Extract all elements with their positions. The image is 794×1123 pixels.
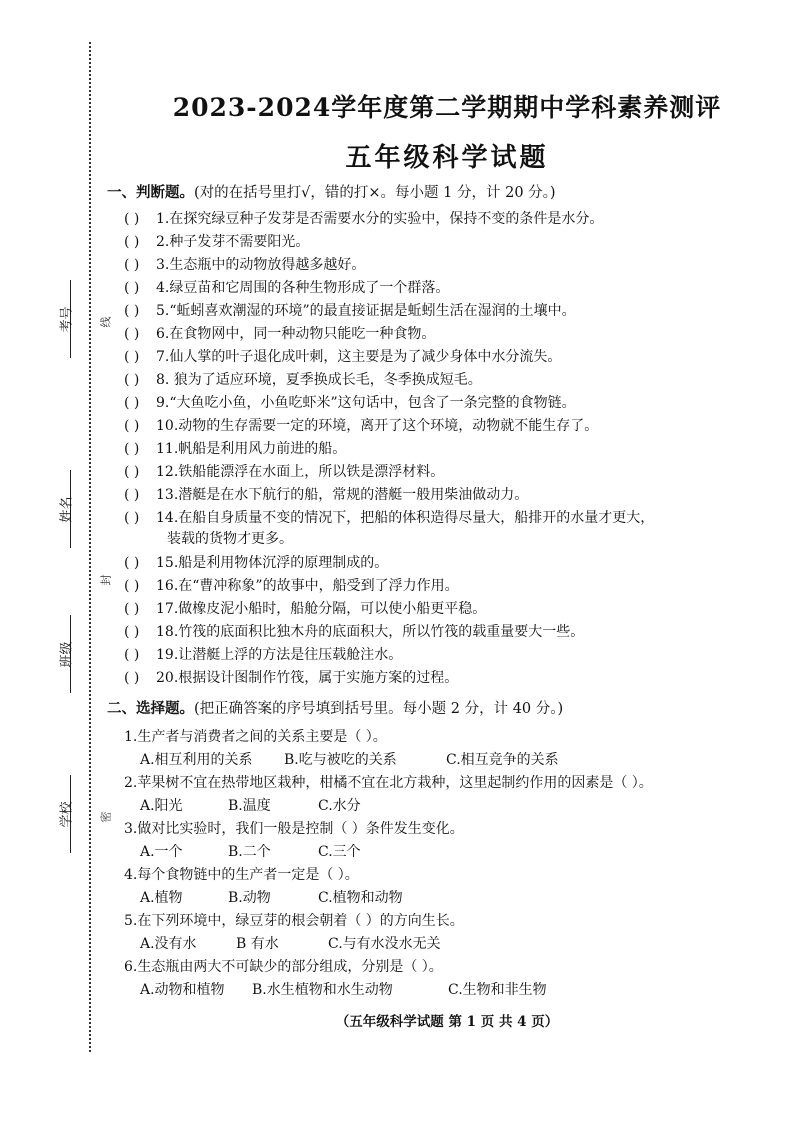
- mc-option: A.阳光: [140, 798, 183, 814]
- exam-subtitle: 五年级科学试题: [345, 143, 549, 173]
- exam-title: 2023-2024学年度第二学期期中学科素养测评: [172, 93, 722, 122]
- answer-paren: ( ): [124, 441, 140, 457]
- tf-item: [124, 417, 784, 435]
- answer-paren: ( ): [124, 510, 140, 526]
- answer-paren: ( ): [124, 372, 140, 388]
- mc-option: A.动物和植物: [140, 982, 225, 998]
- mc-option: A.没有水: [140, 936, 197, 952]
- tf-item: [124, 279, 784, 297]
- page-footer: （五年级科学试题 第 1 页 共 4 页）: [335, 1014, 559, 1030]
- answer-paren: ( ): [124, 349, 140, 365]
- cut-feng-holder: [40, 548, 113, 612]
- tf-item: [124, 577, 784, 595]
- answer-paren: ( ): [124, 464, 140, 480]
- tf-item: [124, 669, 784, 687]
- tf-item-text: 6.在食物网中，同一种动物只能吃一种食物。: [156, 326, 436, 342]
- section1-instruction: (对的在括号里打√，错的打×。每小题 1 分，计 20 分。): [194, 185, 556, 201]
- answer-paren: ( ): [124, 555, 140, 571]
- tf-item: [124, 486, 784, 504]
- mc-question-stem: 3.做对比实验时，我们一般是控制（ ）条件发生变化。: [124, 821, 464, 837]
- tf-item-text: 16.在“曹冲称象”的故事中，船受到了浮力作用。: [156, 578, 459, 594]
- section2-heading: [107, 697, 563, 718]
- section2-name: 二、选择题。: [107, 700, 194, 717]
- cut-mark-xian: 线: [99, 316, 113, 328]
- class-field: [40, 625, 110, 689]
- mc-option: B.二个: [228, 844, 271, 860]
- tf-item: [124, 646, 784, 664]
- binding-dotted-line: [89, 42, 91, 1052]
- mc-option: B.动物: [228, 890, 271, 906]
- exam-number-label: 考号: [59, 306, 75, 333]
- section1-heading: [107, 181, 556, 202]
- mc-option: B.吃与被吃的关系: [284, 752, 397, 768]
- tf-item: [124, 348, 784, 366]
- mc-option: C.生物和非生物: [448, 982, 547, 998]
- tf-item-text: 15.船是利用物体沉浮的原理制成的。: [156, 555, 389, 571]
- answer-paren: ( ): [124, 257, 140, 273]
- tf-item: [124, 210, 784, 228]
- tf-item-text: 7.仙人掌的叶子退化成叶刺，这主要是为了减少身体中水分流失。: [156, 349, 562, 365]
- answer-paren: ( ): [124, 578, 140, 594]
- tf-item: [124, 463, 784, 481]
- tf-item-text: 5.“蚯蚓喜欢潮湿的环境”的最直接证据是蚯蚓生活在湿润的土壤中。: [156, 303, 576, 319]
- mc-option: A.植物: [140, 890, 183, 906]
- tf-item: [124, 509, 784, 527]
- tf-item: [124, 233, 784, 251]
- mc-option: C.相互竞争的关系: [446, 752, 559, 768]
- section1-name: 一、判断题。: [107, 184, 194, 201]
- answer-paren: ( ): [124, 326, 140, 342]
- student-name-field: [40, 480, 110, 544]
- tf-item: [124, 600, 784, 618]
- mc-option: C.三个: [318, 844, 361, 860]
- tf-item-text: 12.铁船能漂浮在水面上，所以铁是漂浮材料。: [156, 464, 445, 480]
- tf-item-text: 17.做橡皮泥小船时，船舱分隔，可以使小船更平稳。: [156, 601, 487, 617]
- class-label: 班级: [59, 641, 75, 668]
- section2-instruction: (把正确答案的序号填到括号里。每小题 2 分，计 40 分。): [194, 701, 564, 717]
- tf-item: [124, 302, 784, 320]
- answer-paren: ( ): [124, 624, 140, 640]
- tf-item-text: 4.绿豆苗和它周围的各种生物形成了一个群落。: [156, 280, 450, 296]
- mc-options: [140, 979, 547, 999]
- mc-options: [140, 887, 403, 907]
- tf-item-text: 20.根据设计图制作竹筏，属于实施方案的过程。: [156, 670, 459, 686]
- tf-item: [124, 394, 784, 412]
- mc-option: B.水生植物和水生动物: [252, 982, 393, 998]
- tf-item-text: 18.竹筏的底面积比独木舟的底面积大，所以竹筏的载重量要大一些。: [156, 624, 585, 640]
- mc-question-stem: 5.在下列环境中，绿豆芽的根会朝着（ ）的方向生长。: [124, 913, 464, 929]
- mc-options: [140, 841, 361, 861]
- answer-paren: ( ): [124, 601, 140, 617]
- mc-option: A.一个: [140, 844, 183, 860]
- answer-paren: ( ): [124, 418, 140, 434]
- cut-mark-feng: 封: [99, 574, 113, 586]
- answer-paren: ( ): [124, 670, 140, 686]
- mc-options: [140, 795, 361, 815]
- tf-item-text: 8. 狼为了适应环境，夏季换成长毛，冬季换成短毛。: [156, 372, 482, 388]
- mc-question-stem: 6.生态瓶由两大不可缺少的部分组成，分别是（ ）。: [124, 959, 443, 975]
- tf-item: [124, 440, 784, 458]
- tf-item-continued: [124, 530, 784, 548]
- tf-item: [124, 623, 784, 641]
- student-name-label: 姓名: [59, 496, 75, 523]
- answer-paren: ( ): [124, 647, 140, 663]
- tf-item-text: 11.帆船是利用风力前进的船。: [156, 441, 347, 457]
- mc-question-stem: 2.苹果树不宜在热带地区栽种，柑橘不宜在北方栽种，这里起制约作用的因素是（ ）。: [124, 775, 653, 791]
- tf-item: [124, 256, 784, 274]
- tf-item: [124, 325, 784, 343]
- tf-item-text: 2.种子发芽不需要阳光。: [156, 234, 310, 250]
- answer-paren: ( ): [124, 303, 140, 319]
- mc-option: C.水分: [318, 798, 361, 814]
- tf-item-text: 10.动物的生存需要一定的环境，离开了这个环境，动物就不能生存了。: [156, 418, 599, 434]
- tf-item-text: 14.在船自身质量不变的情况下，把船的体积造得尽量大，船排开的水量才更大，: [156, 510, 655, 526]
- answer-paren: ( ): [124, 395, 140, 411]
- tf-item-text: 装载的货物才更多。: [167, 531, 293, 547]
- mc-option: A.相互利用的关系: [140, 752, 253, 768]
- mc-question-stem: 1.生产者与消费者之间的关系主要是（ ）。: [124, 729, 387, 745]
- tf-item-text: 13.潜艇是在水下航行的船，常规的潜艇一般用柴油做动力。: [156, 487, 529, 503]
- school-label: 学校: [59, 801, 75, 828]
- tf-item-text: 3.生态瓶中的动物放得越多越好。: [156, 257, 366, 273]
- exam-number-field: [40, 290, 113, 354]
- tf-item-text: 9.“大鱼吃小鱼，小鱼吃虾米”这句话中，包含了一条完整的食物链。: [156, 395, 576, 411]
- answer-paren: ( ): [124, 487, 140, 503]
- answer-paren: ( ): [124, 280, 140, 296]
- mc-options: [140, 749, 559, 769]
- mc-option: B.温度: [228, 798, 271, 814]
- tf-item: [124, 554, 784, 572]
- mc-options: [140, 933, 441, 953]
- mc-question-stem: 4.每个食物链中的生产者一定是（ ）。: [124, 867, 359, 883]
- mc-option: B 有水: [236, 936, 279, 952]
- cut-mark-mi: 密: [99, 811, 113, 823]
- tf-item-text: 1.在探究绿豆种子发芽是否需要水分的实验中，保持不变的条件是水分。: [156, 211, 604, 227]
- answer-paren: ( ): [124, 211, 140, 227]
- answer-paren: ( ): [124, 234, 140, 250]
- school-field: [40, 785, 113, 849]
- mc-option: C.与有水没水无关: [328, 936, 441, 952]
- mc-option: C.植物和动物: [318, 890, 403, 906]
- tf-item: [124, 371, 784, 389]
- tf-item-text: 19.让潜艇上浮的方法是往压载舱注水。: [156, 647, 403, 663]
